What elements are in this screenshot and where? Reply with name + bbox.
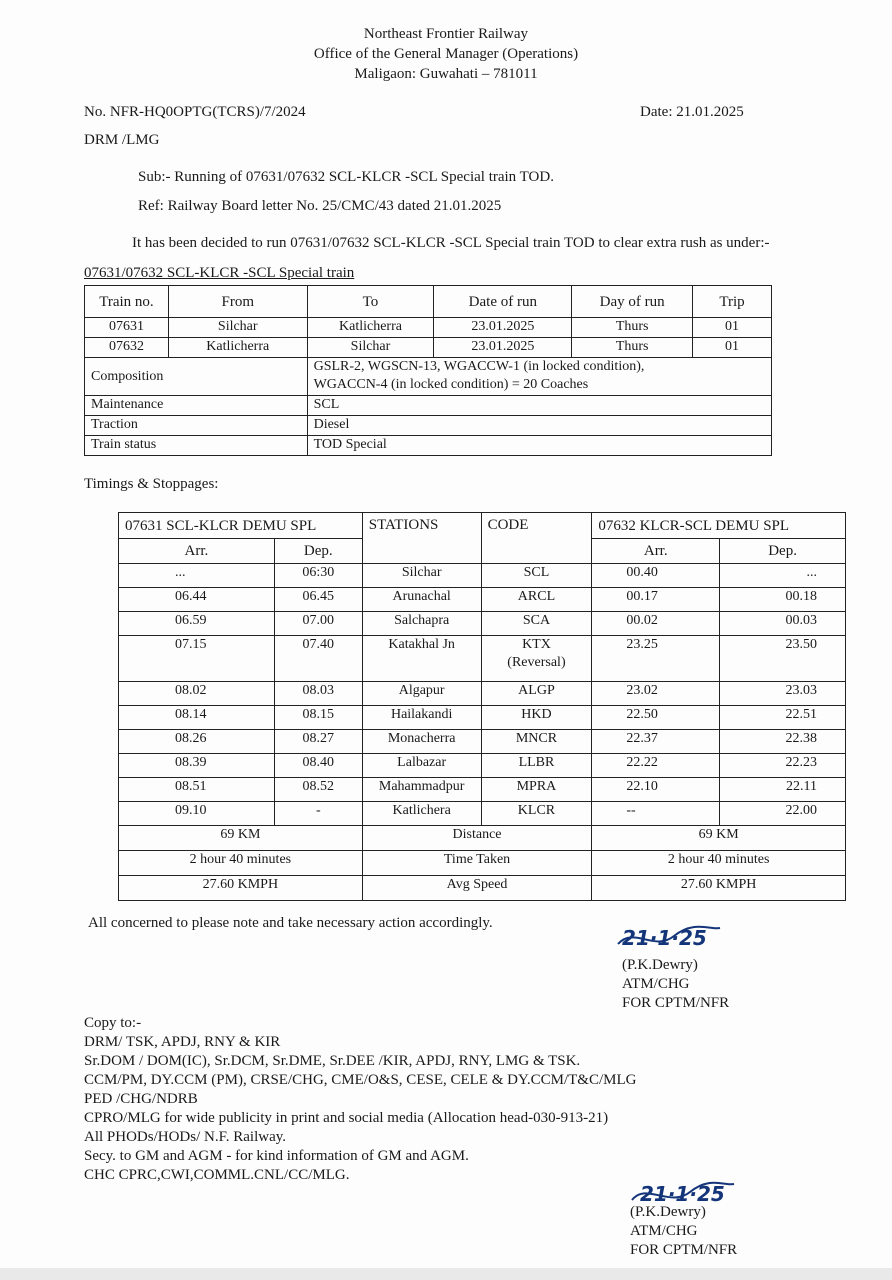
addressee: DRM /LMG [84, 132, 160, 148]
departure-time-07631: - [274, 802, 362, 826]
copy-to-line: All PHODs/HODs/ N.F. Railway. [84, 1129, 287, 1145]
station-code [481, 802, 592, 826]
copy-to-title: Copy to:- [84, 1015, 142, 1031]
arrival-time-07632: 23.25 [592, 636, 720, 682]
station-code [481, 682, 592, 706]
summary-label: Time Taken [362, 851, 592, 876]
station-name: Katakhal Jn [362, 636, 481, 682]
reference-number: No. NFR-HQ0OPTG(TCRS)/7/2024 [84, 104, 306, 120]
trip: 01 [693, 318, 772, 338]
trip: 01 [693, 338, 772, 358]
summary-value-07632: 2 hour 40 minutes [592, 851, 846, 876]
table-row [119, 706, 846, 730]
section-title: 07631/07632 SCL-KLCR -SCL Special train [84, 265, 355, 281]
left-train-title: 07631 SCL-KLCR DEMU SPL [119, 513, 363, 539]
left-arr-header: Arr. [119, 539, 275, 564]
departure-time-07631: 08.15 [274, 706, 362, 730]
station-code [481, 730, 592, 754]
right-arr-header: Arr. [592, 539, 720, 564]
traction-label: Traction [85, 416, 308, 436]
departure-time-07631: 06.45 [274, 588, 362, 612]
right-train-title: 07632 KLCR-SCL DEMU SPL [592, 513, 846, 539]
bottom-edge [0, 1268, 892, 1280]
date-of-run: 23.01.2025 [434, 338, 572, 358]
timings-title: Timings & Stoppages: [84, 476, 219, 492]
summary-label: Avg Speed [362, 876, 592, 901]
table-row [119, 730, 846, 754]
maintenance-label: Maintenance [85, 396, 308, 416]
departure-time-07632: 23.50 [720, 636, 846, 682]
copy-to-line: Secy. to GM and AGM - for kind information of GM and AGM. [84, 1148, 469, 1164]
header-day-of-run: Day of run [572, 286, 693, 318]
arrival-time-07632: 00.17 [592, 588, 720, 612]
station-code-value: LLBR [518, 755, 555, 770]
to-station: Katlicherra [307, 318, 434, 338]
station-code [481, 564, 592, 588]
train-number: 07631 [85, 318, 169, 338]
departure-time-07631: 08.27 [274, 730, 362, 754]
station-code-value: KLCR [517, 803, 556, 818]
timings-header-row [119, 513, 846, 539]
station-code-note: (Reversal) [507, 655, 566, 670]
copy-to-line: CPRO/MLG for wide publicity in print and social media (Allocation head-030-913-21) [84, 1110, 609, 1126]
station-name: Silchar [362, 564, 481, 588]
maintenance-row [85, 396, 772, 416]
train-status-value: TOD Special [307, 436, 771, 456]
composition-line-1: GSLR-2, WGSCN-13, WGACCW-1 (in locked condition), [313, 359, 645, 374]
closing-note: All concerned to please note and take necessary action accordingly. [88, 915, 493, 931]
table-row [119, 802, 846, 826]
copy-to-line: Sr.DOM / DOM(IC), Sr.DCM, Sr.DME, Sr.DEE /KIR, APDJ, RNY, LMG & TSK. [84, 1053, 581, 1069]
station-code-value: SCL [523, 565, 550, 580]
departure-time-07631: 07.00 [274, 612, 362, 636]
departure-time-07632: 22.11 [720, 778, 846, 802]
train-status-label: Train status [85, 436, 308, 456]
signatory-name: (P.K.Dewry) [622, 957, 698, 973]
reference-line: Ref: Railway Board letter No. 25/CMC/43 dated 21.01.2025 [138, 198, 502, 214]
arrival-time-07631: 08.14 [119, 706, 275, 730]
signature-mark-icon [614, 922, 724, 956]
departure-time-07632: ... [720, 564, 846, 588]
signatory-for: FOR CPTM/NFR [630, 1242, 738, 1258]
header-line-2: Office of the General Manager (Operations) [313, 46, 579, 62]
station-code-value: MNCR [515, 731, 558, 746]
summary-value-07631: 2 hour 40 minutes [119, 851, 363, 876]
code-header: CODE [481, 513, 592, 564]
arrival-time-07632: 22.37 [592, 730, 720, 754]
arrival-time-07632: -- [592, 802, 720, 826]
table-row [119, 778, 846, 802]
intro-paragraph: It has been decided to run 07631/07632 SCL-KLCR -SCL Special train TOD to clear extra rush as under:- [132, 235, 770, 251]
date-of-run: 23.01.2025 [434, 318, 572, 338]
table-row [119, 636, 846, 682]
station-code-value: ARCL [517, 589, 556, 604]
station-code-value: MPRA [516, 779, 557, 794]
departure-time-07632: 00.18 [720, 588, 846, 612]
station-name: Monacherra [362, 730, 481, 754]
arrival-time-07631: 09.10 [119, 802, 275, 826]
station-code [481, 706, 592, 730]
copy-to-line: CHC CPRC,CWI,COMML.CNL/CC/MLG. [84, 1167, 350, 1183]
summary-value-07631: 69 KM [119, 826, 363, 851]
train-status-row [85, 436, 772, 456]
day-of-run: Thurs [572, 338, 693, 358]
departure-time-07631: 08.03 [274, 682, 362, 706]
summary-row [119, 851, 846, 876]
signature-scribble: 21·1·25 [622, 926, 707, 950]
header-to: To [307, 286, 434, 318]
station-name: Hailakandi [362, 706, 481, 730]
table-row [119, 754, 846, 778]
departure-time-07631: 06:30 [274, 564, 362, 588]
summary-value-07632: 69 KM [592, 826, 846, 851]
arrival-time-07631: 08.26 [119, 730, 275, 754]
departure-time-07631: 07.40 [274, 636, 362, 682]
copy-to-line: PED /CHG/NDRB [84, 1091, 198, 1107]
summary-row [119, 876, 846, 901]
table-row [119, 588, 846, 612]
station-name: Salchapra [362, 612, 481, 636]
arrival-time-07631: 08.02 [119, 682, 275, 706]
arrival-time-07632: 23.02 [592, 682, 720, 706]
arrival-time-07632: 00.40 [592, 564, 720, 588]
station-code [481, 636, 592, 682]
from-station: Katlicherra [168, 338, 307, 358]
header-trip: Trip [693, 286, 772, 318]
departure-time-07632: 00.03 [720, 612, 846, 636]
station-name: Algapur [362, 682, 481, 706]
table-row [119, 564, 846, 588]
summary-value-07632: 27.60 KMPH [592, 876, 846, 901]
traction-value: Diesel [307, 416, 771, 436]
station-name: Lalbazar [362, 754, 481, 778]
station-code [481, 754, 592, 778]
arrival-time-07632: 22.22 [592, 754, 720, 778]
to-station: Silchar [307, 338, 434, 358]
composition-value [307, 358, 771, 396]
table-row [119, 612, 846, 636]
train-number: 07632 [85, 338, 169, 358]
composition-label: Composition [85, 358, 308, 396]
header-line-1: Northeast Frontier Railway [363, 26, 529, 42]
summary-value-07631: 27.60 KMPH [119, 876, 363, 901]
copy-to-line: CCM/PM, DY.CCM (PM), CRSE/CHG, CME/O&S, CESE, CELE & DY.CCM/T&C/MLG [84, 1072, 637, 1088]
station-code [481, 778, 592, 802]
signatory-for: FOR CPTM/NFR [622, 995, 730, 1011]
arrival-time-07632: 22.10 [592, 778, 720, 802]
departure-time-07631: 08.52 [274, 778, 362, 802]
from-station: Silchar [168, 318, 307, 338]
table-row [85, 338, 772, 358]
train-table-header-row [85, 286, 772, 318]
arrival-time-07631: 06.59 [119, 612, 275, 636]
table-row [85, 318, 772, 338]
station-code-value: SCA [522, 613, 551, 628]
departure-time-07631: 08.40 [274, 754, 362, 778]
station-name: Katlichera [362, 802, 481, 826]
header-line-3: Maligaon: Guwahati – 781011 [354, 66, 538, 82]
letter-date: Date: 21.01.2025 [640, 104, 744, 120]
departure-time-07632: 22.51 [720, 706, 846, 730]
signatory-title: ATM/CHG [630, 1223, 698, 1239]
arrival-time-07631: 07.15 [119, 636, 275, 682]
maintenance-value: SCL [307, 396, 771, 416]
copy-to-line: DRM/ TSK, APDJ, RNY & KIR [84, 1034, 281, 1050]
stations-header: STATIONS [362, 513, 481, 564]
departure-time-07632: 22.23 [720, 754, 846, 778]
departure-time-07632: 22.00 [720, 802, 846, 826]
signature-scribble: 21·1·25 [640, 1182, 725, 1206]
arrival-time-07631: 08.51 [119, 778, 275, 802]
left-dep-header: Dep. [274, 539, 362, 564]
header-date-of-run: Date of run [434, 286, 572, 318]
table-row [119, 682, 846, 706]
departure-time-07632: 22.38 [720, 730, 846, 754]
signatory-name: (P.K.Dewry) [630, 1204, 706, 1220]
station-code-value: HKD [521, 707, 552, 722]
station-code [481, 588, 592, 612]
composition-row [85, 358, 772, 396]
summary-row [119, 826, 846, 851]
header-from: From [168, 286, 307, 318]
traction-row [85, 416, 772, 436]
station-name: Mahammadpur [362, 778, 481, 802]
station-name: Arunachal [362, 588, 481, 612]
arrival-time-07632: 00.02 [592, 612, 720, 636]
station-code-value: KTX [522, 637, 551, 652]
header-train-no: Train no. [85, 286, 169, 318]
train-details-table [84, 285, 772, 456]
right-dep-header: Dep. [720, 539, 846, 564]
arrival-time-07631: ... [119, 564, 275, 588]
subject-line: Sub:- Running of 07631/07632 SCL-KLCR -SCL Special train TOD. [138, 169, 554, 185]
summary-label: Distance [362, 826, 592, 851]
arrival-time-07632: 22.50 [592, 706, 720, 730]
arrival-time-07631: 06.44 [119, 588, 275, 612]
timings-table [118, 512, 846, 901]
composition-line-2: WGACCN-4 (in locked condition) = 20 Coaches [313, 377, 589, 392]
departure-time-07632: 23.03 [720, 682, 846, 706]
signatory-title: ATM/CHG [622, 976, 690, 992]
day-of-run: Thurs [572, 318, 693, 338]
arrival-time-07631: 08.39 [119, 754, 275, 778]
station-code [481, 612, 592, 636]
station-code-value: ALGP [518, 683, 555, 698]
